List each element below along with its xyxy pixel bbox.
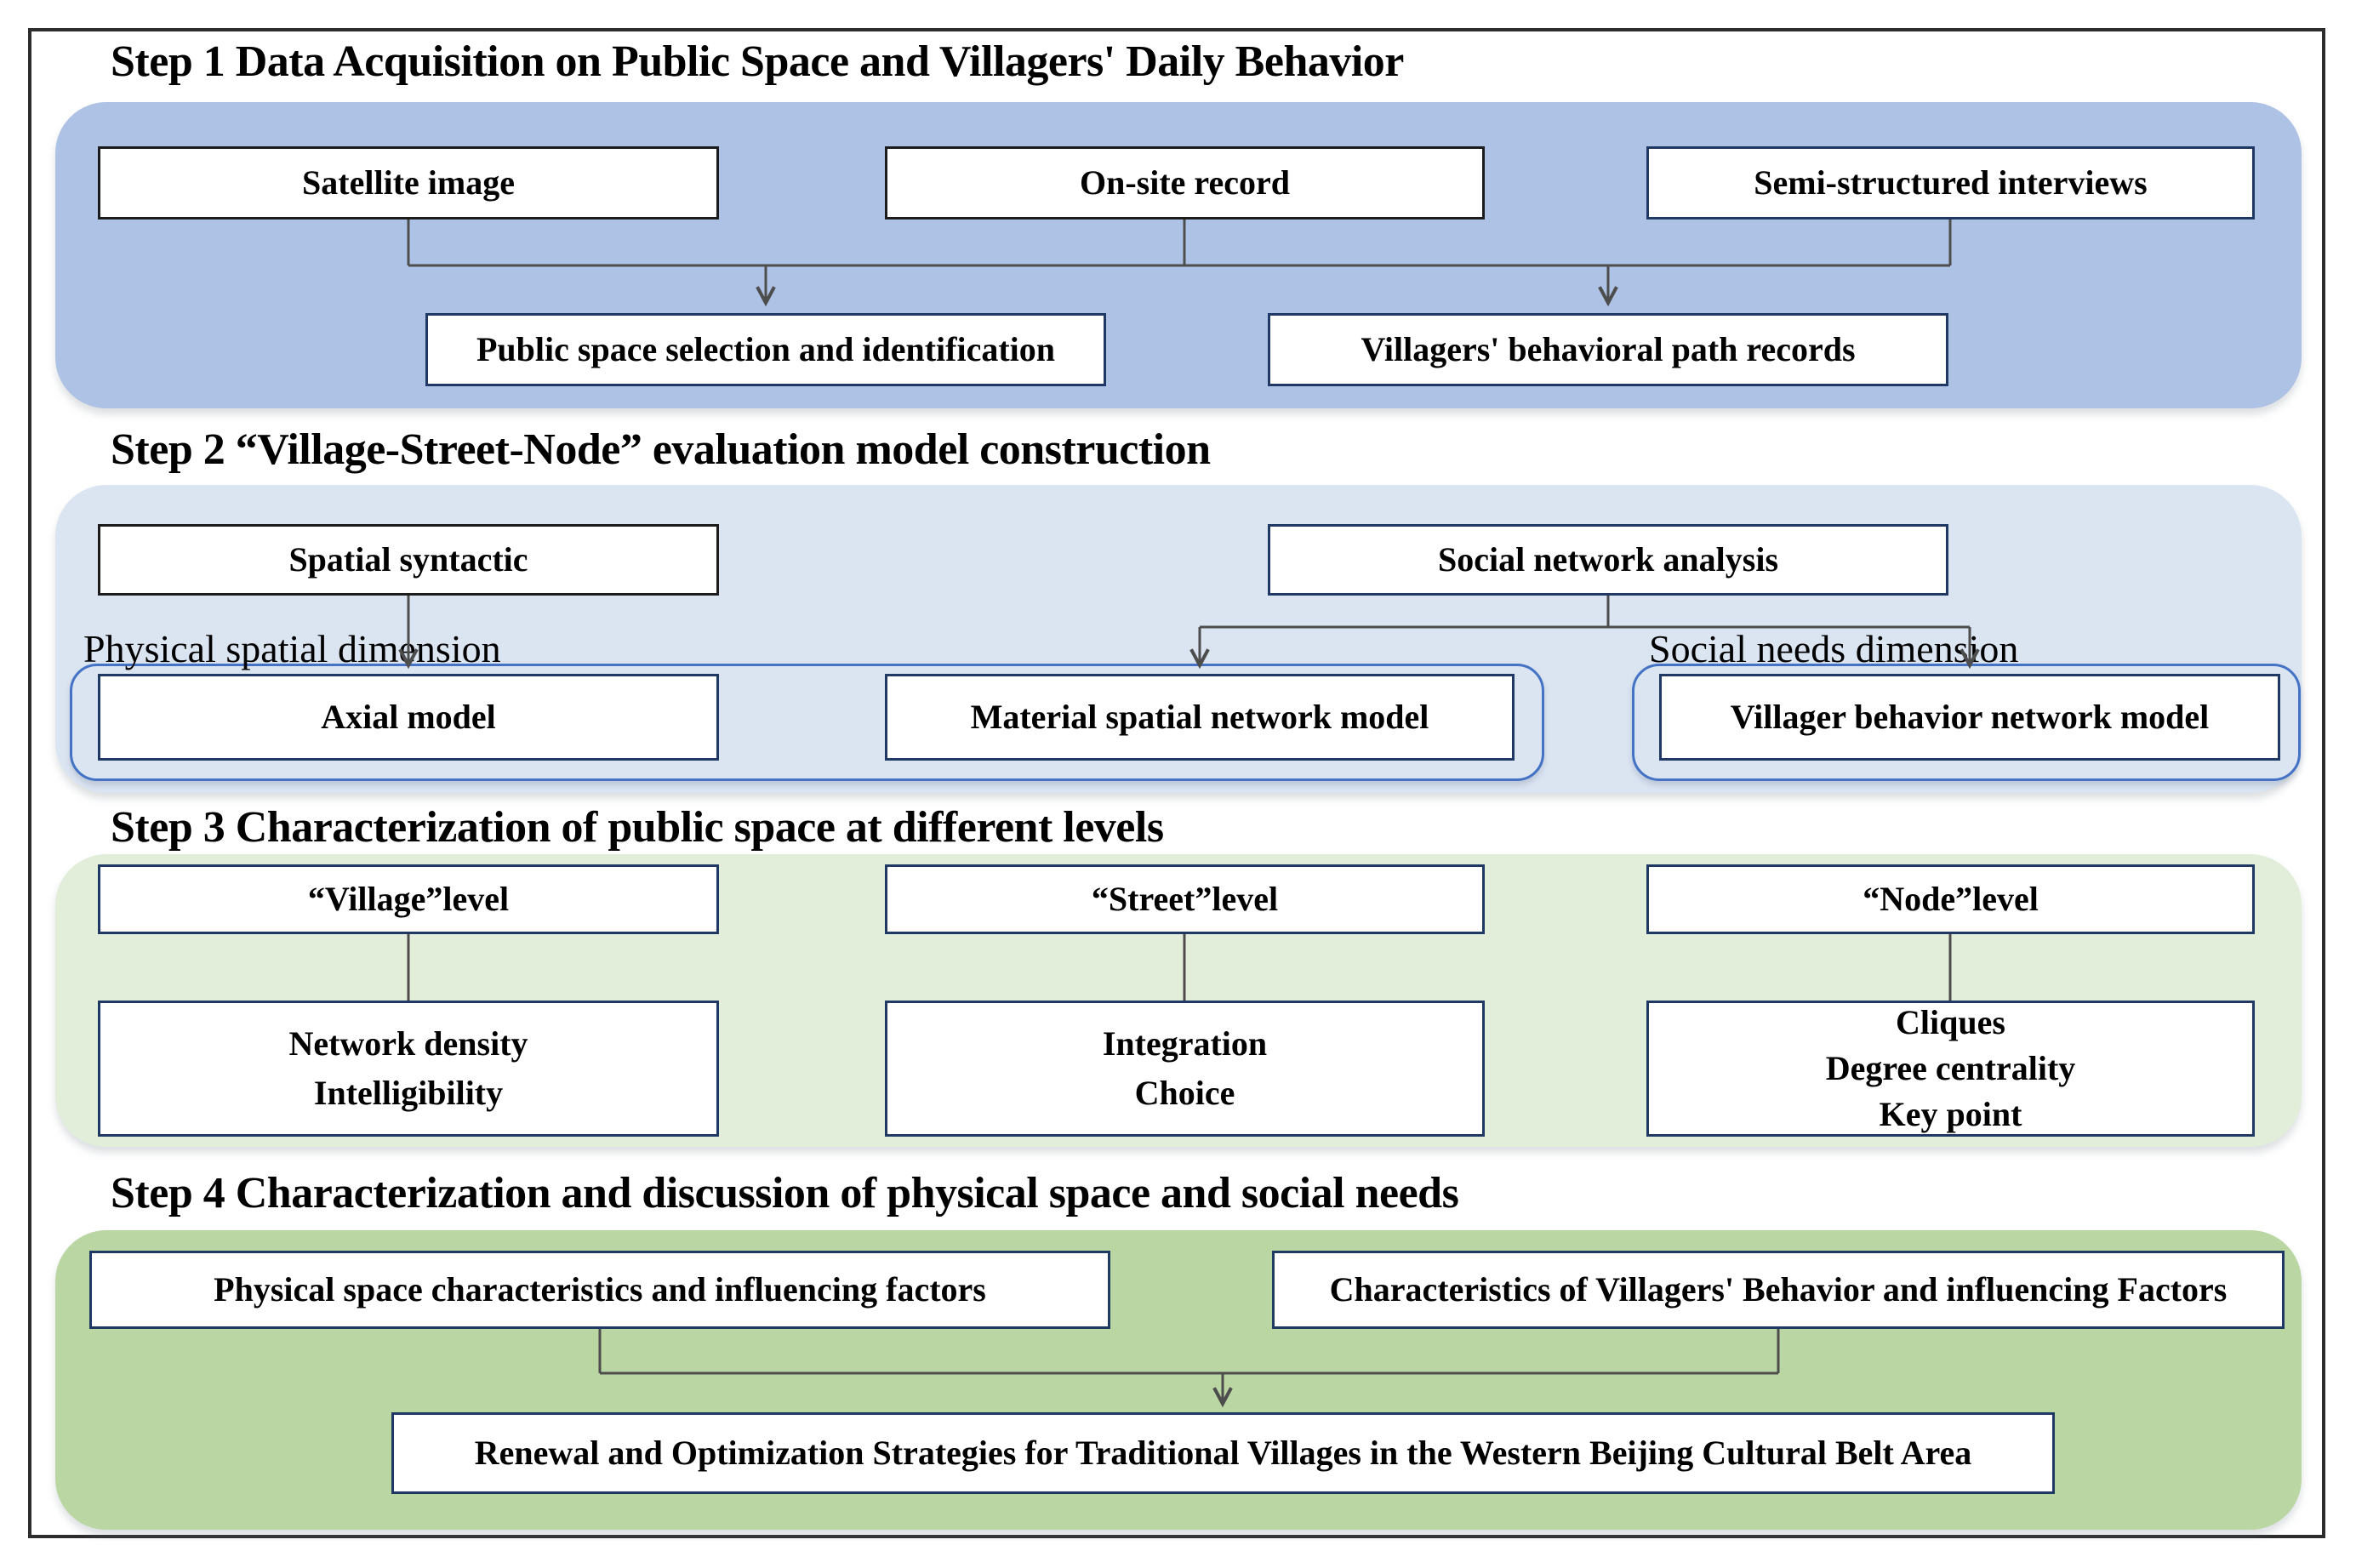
box-villagers-behavior-characteristics: Characteristics of Villagers' Behavior and influencing Factors (1272, 1251, 2285, 1329)
box-physical-space-characteristics: Physical space characteristics and influencing factors (89, 1251, 1110, 1329)
box-on-site-record: On-site record (885, 146, 1485, 220)
step2-title: Step 2 “Village-Street-Node” evaluation model construction (111, 425, 1211, 474)
box-semi-structured-interviews: Semi-structured interviews (1646, 146, 2255, 220)
label-physical-spatial-dimension: Physical spatial dimension (83, 627, 501, 670)
box-node-level: “Node”level (1646, 864, 2255, 934)
step1-title: Step 1 Data Acquisition on Public Space and Villagers' Daily Behavior (111, 37, 1404, 86)
metric-network-density: Network density (288, 1024, 528, 1063)
box-satellite-image: Satellite image (98, 146, 719, 220)
metric-intelligibility: Intelligibility (313, 1074, 504, 1112)
step4-title: Step 4 Characterization and discussion of physical space and social needs (111, 1169, 1459, 1217)
box-axial-model: Axial model (98, 674, 719, 761)
step3-title: Step 3 Characterization of public space at different levels (111, 803, 1164, 852)
metric-cliques: Cliques (1896, 1003, 2005, 1041)
metric-choice: Choice (1134, 1074, 1235, 1112)
box-node-metrics (1646, 1001, 2255, 1137)
metric-degree-centrality: Degree centrality (1825, 1049, 2076, 1087)
box-villagers-path-records: Villagers' behavioral path records (1268, 313, 1948, 386)
box-villager-behavior-network-model: Villager behavior network model (1659, 674, 2280, 761)
label-social-needs-dimension: Social needs dimension (1649, 627, 2019, 670)
box-social-network-analysis: Social network analysis (1268, 524, 1948, 596)
metric-integration: Integration (1102, 1024, 1268, 1063)
box-material-spatial-network-model: Material spatial network model (885, 674, 1515, 761)
box-renewal-optimization-strategies: Renewal and Optimization Strategies for Traditional Villages in the Western Beijing Cultural Belt Area (391, 1412, 2055, 1494)
box-public-space-selection: Public space selection and identification (425, 313, 1106, 386)
box-village-metrics (98, 1001, 719, 1137)
box-street-level: “Street”level (885, 864, 1485, 934)
box-spatial-syntactic: Spatial syntactic (98, 524, 719, 596)
metric-key-point: Key point (1879, 1095, 2022, 1133)
box-village-level: “Village”level (98, 864, 719, 934)
box-street-metrics (885, 1001, 1485, 1137)
